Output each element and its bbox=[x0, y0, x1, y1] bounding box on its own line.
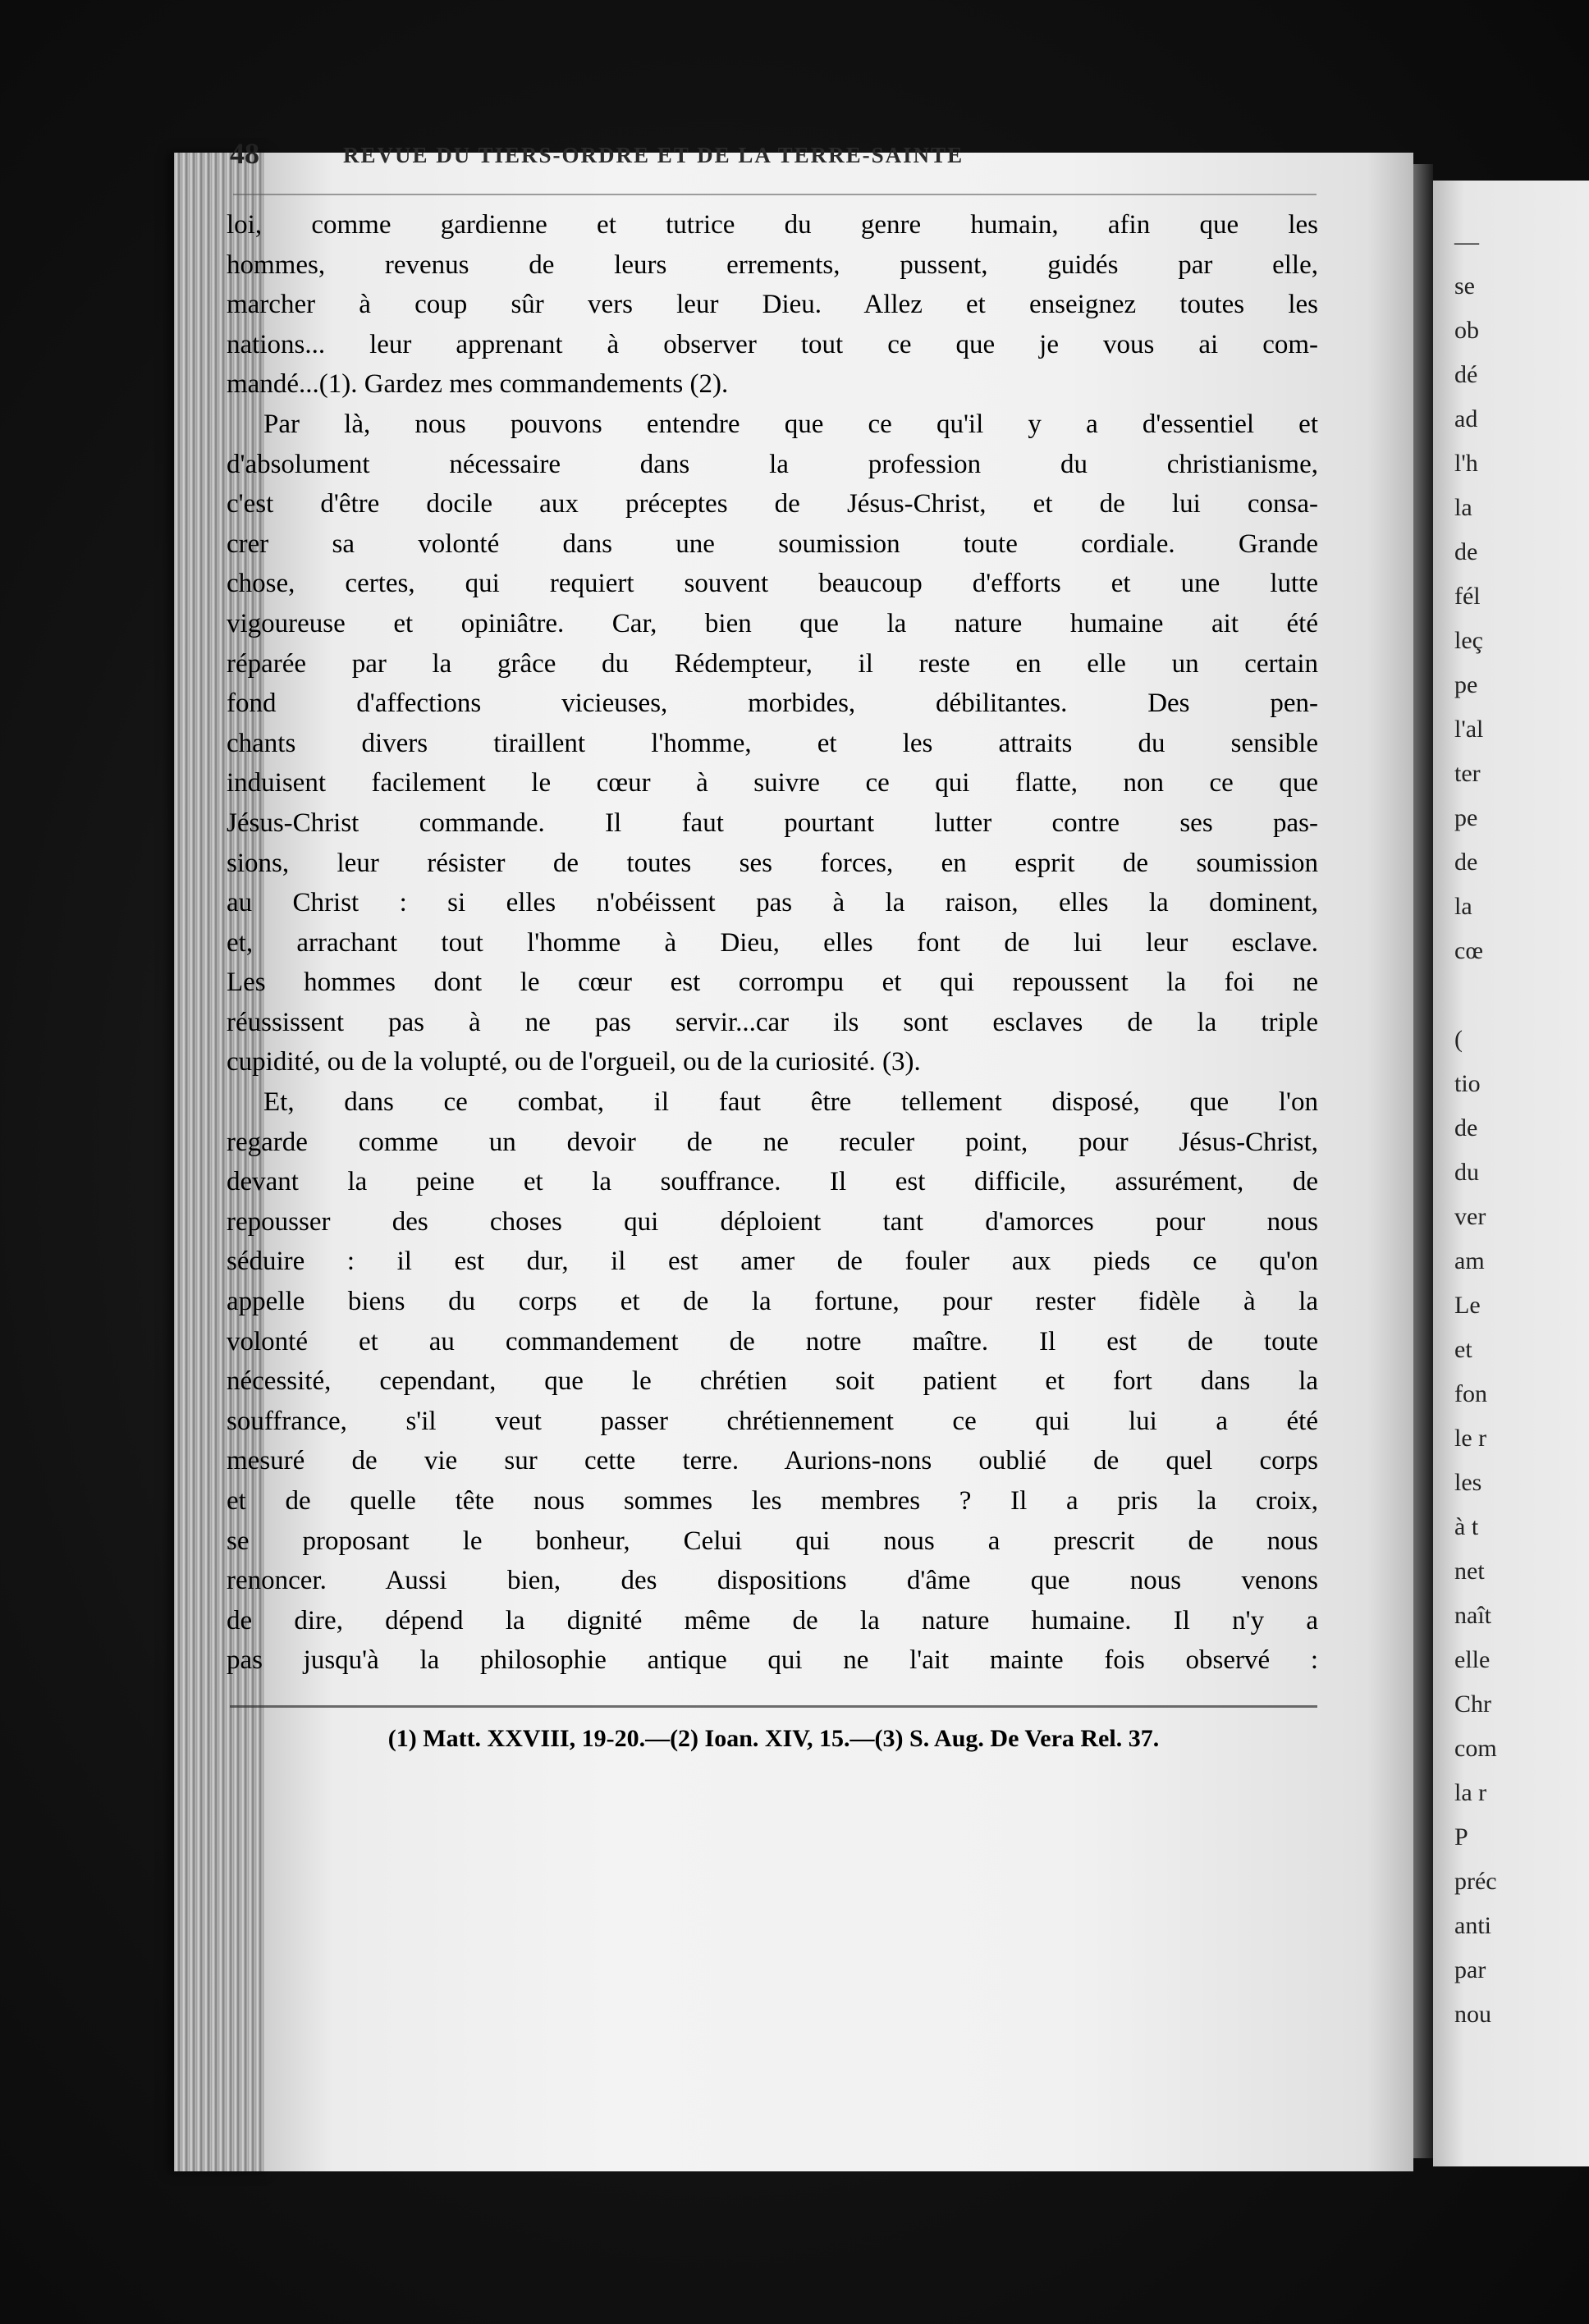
facing-page-text: — bbox=[1454, 228, 1479, 255]
facing-page-text: le r bbox=[1454, 1425, 1487, 1452]
facing-page-text: fon bbox=[1454, 1380, 1487, 1407]
facing-page-fragment bbox=[1433, 181, 1589, 2166]
facing-page-text: du bbox=[1454, 1159, 1479, 1186]
facing-page-text: com bbox=[1454, 1735, 1497, 1762]
text-line: induisent facilement le cœur à suivre ce qui flatte, non ce que bbox=[227, 768, 1318, 798]
facing-page-text: dé bbox=[1454, 361, 1478, 388]
page-header bbox=[230, 136, 1315, 177]
running-head: REVUE DU TIERS-ORDRE ET DE LA TERRE-SAINTE bbox=[343, 143, 964, 167]
facing-page-text: naît bbox=[1454, 1602, 1491, 1629]
facing-page-text: les bbox=[1454, 1469, 1482, 1496]
text-line: se proposant le bonheur, Celui qui nous a prescrit de nous bbox=[227, 1526, 1318, 1556]
text-line: et, arrachant tout l'homme à Dieu, elles font de lui leur esclave. bbox=[227, 927, 1318, 958]
text-line: réparée par la grâce du Rédempteur, il reste en elle un certain bbox=[227, 648, 1318, 679]
text-line: renoncer. Aussi bien, des dispositions d'âme que nous venons bbox=[227, 1566, 1318, 1596]
facing-page-text: anti bbox=[1454, 1912, 1491, 1939]
text-line: vigoureuse et opiniâtre. Car, bien que la nature humaine ait été bbox=[227, 608, 1318, 638]
facing-page-text: leç bbox=[1454, 627, 1483, 654]
footnote-rule bbox=[230, 1705, 1317, 1708]
text-line: crer sa volonté dans une soumission toute cordiale. Grande bbox=[227, 528, 1318, 559]
text-line: d'absolument nécessaire dans la profession du christianisme, bbox=[227, 449, 1318, 479]
facing-page-text: cœ bbox=[1454, 937, 1483, 964]
text-line: et de quelle tête nous sommes les membres ? Il a pris la croix, bbox=[227, 1486, 1318, 1516]
text-line: volonté et au commandement de notre maître. Il est de toute bbox=[227, 1326, 1318, 1356]
text-line: au Christ : si elles n'obéissent pas à la raison, elles la dominent, bbox=[227, 888, 1318, 918]
facing-page-text: ob bbox=[1454, 317, 1479, 344]
facing-page-text: am bbox=[1454, 1247, 1485, 1274]
facing-page-text: P bbox=[1454, 1823, 1468, 1851]
text-line: devant la peine et la souffrance. Il est difficile, assurément, de bbox=[227, 1167, 1318, 1197]
facing-page-text: l'h bbox=[1454, 450, 1478, 477]
text-line: cupidité, ou de la volupté, ou de l'orgueil, ou de la curiosité. (3). bbox=[227, 1047, 921, 1077]
text-line: souffrance, s'il veut passer chrétiennement ce qui lui a été bbox=[227, 1406, 1318, 1436]
facing-page-text: Le bbox=[1454, 1292, 1481, 1319]
text-line: c'est d'être docile aux préceptes de Jésus-Christ, et de lui consa- bbox=[227, 489, 1318, 519]
text-line: Les hommes dont le cœur est corrompu et qui repoussent la foi ne bbox=[227, 968, 1318, 998]
text-line: nations... leur apprenant à observer tout ce que je vous ai com- bbox=[227, 329, 1318, 359]
facing-page-text: l'al bbox=[1454, 716, 1484, 743]
text-line: repousser des choses qui déploient tant d'amorces pour nous bbox=[227, 1206, 1318, 1237]
text-line: Jésus-Christ commande. Il faut pourtant lutter contre ses pas- bbox=[227, 807, 1318, 838]
text-line: sions, leur résister de toutes ses forces, en esprit de soumission bbox=[227, 848, 1318, 878]
facing-page-text: la bbox=[1454, 494, 1472, 521]
facing-page-text: se bbox=[1454, 272, 1475, 300]
facing-page-text: de bbox=[1454, 849, 1478, 876]
facing-page-text: et bbox=[1454, 1336, 1472, 1363]
facing-page-text: fél bbox=[1454, 583, 1481, 610]
text-line: réussissent pas à ne pas servir...car ils sont esclaves de la triple bbox=[227, 1007, 1318, 1037]
facing-page-text: pe bbox=[1454, 804, 1478, 831]
facing-page-text: ad bbox=[1454, 405, 1478, 432]
body-text bbox=[227, 205, 1318, 1681]
facing-page-text: ver bbox=[1454, 1203, 1486, 1230]
facing-page-text: ter bbox=[1454, 760, 1481, 787]
text-line: hommes, revenus de leurs errements, pussent, guidés par elle, bbox=[227, 249, 1318, 280]
text-line: loi, comme gardienne et tutrice du genre humain, afin que les bbox=[227, 210, 1318, 240]
facing-page-text: préc bbox=[1454, 1868, 1497, 1895]
text-line: Et, dans ce combat, il faut être tellement disposé, que l'on bbox=[263, 1087, 1318, 1118]
facing-page-text: net bbox=[1454, 1558, 1485, 1585]
facing-page-text: de bbox=[1454, 538, 1478, 565]
text-line: regarde comme un devoir de ne reculer point, pour Jésus-Christ, bbox=[227, 1127, 1318, 1157]
facing-page-text: pe bbox=[1454, 671, 1478, 698]
text-line: fond d'affections vicieuses, morbides, débilitantes. Des pen- bbox=[227, 689, 1318, 719]
facing-page-text: la r bbox=[1454, 1779, 1487, 1806]
facing-page-text: nou bbox=[1454, 2001, 1491, 2028]
header-rule bbox=[233, 194, 1317, 195]
text-line: chants divers tiraillent l'homme, et les attraits du sensible bbox=[227, 728, 1318, 758]
text-line: Par là, nous pouvons entendre que ce qu'il y a d'essentiel et bbox=[263, 409, 1318, 439]
text-line: séduire : il est dur, il est amer de fouler aux pieds ce qu'on bbox=[227, 1247, 1318, 1277]
facing-page-text: par bbox=[1454, 1956, 1486, 1983]
text-line: mesuré de vie sur cette terre. Aurions-nons oublié de quel corps bbox=[227, 1446, 1318, 1476]
page-number: 48 bbox=[230, 137, 259, 170]
facing-page-text: Chr bbox=[1454, 1690, 1491, 1718]
footnote: (1) Matt. XXVIII, 19-20.—(2) Ioan. XIV, 15.—(3) S. Aug. De Vera Rel. 37. bbox=[387, 1725, 1160, 1752]
text-line: nécessité, cependant, que le chrétien soit patient et fort dans la bbox=[227, 1366, 1318, 1397]
facing-page-text: de bbox=[1454, 1114, 1478, 1141]
text-line: pas jusqu'à la philosophie antique qui ne l'ait mainte fois observé : bbox=[227, 1645, 1318, 1676]
facing-page-text: la bbox=[1454, 893, 1472, 920]
text-line: appelle biens du corps et de la fortune, pour rester fidèle à la bbox=[227, 1287, 1318, 1317]
text-line: chose, certes, qui requiert souvent beaucoup d'efforts et une lutte bbox=[227, 569, 1318, 599]
facing-page-text: ( bbox=[1454, 1026, 1463, 1053]
facing-page-text: elle bbox=[1454, 1646, 1491, 1673]
text-line: de dire, dépend la dignité même de la nature humaine. Il n'y a bbox=[227, 1605, 1318, 1635]
text-line: mandé...(1). Gardez mes commandements (2). bbox=[227, 369, 729, 400]
book-gutter bbox=[1413, 164, 1433, 2158]
facing-page-text: à t bbox=[1454, 1513, 1479, 1540]
facing-page-text: tio bbox=[1454, 1070, 1481, 1097]
text-line: marcher à coup sûr vers leur Dieu. Allez et enseignez toutes les bbox=[227, 290, 1318, 320]
